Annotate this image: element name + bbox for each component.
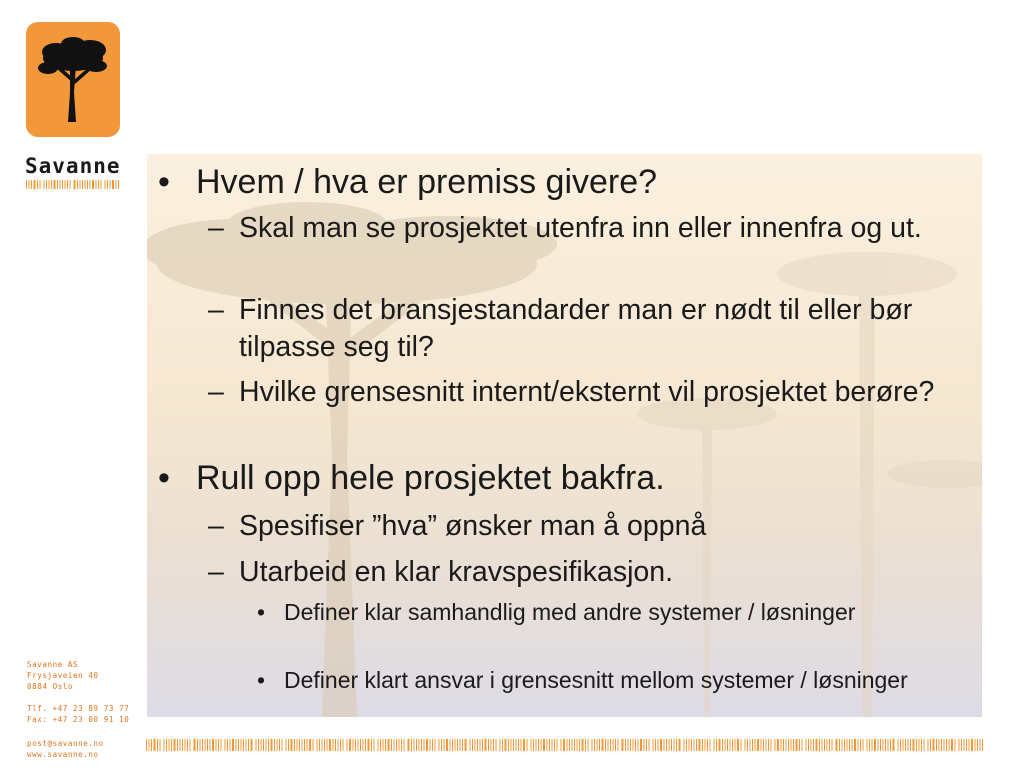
brand-name: Savanne	[25, 154, 121, 178]
bullet-text: Utarbeid en klar kravspesifikasjon.	[239, 556, 674, 588]
website-link[interactable]: www.savanne.no	[27, 750, 99, 759]
bullet-text: Rull opp hele prosjektet bakfra.	[196, 459, 665, 497]
brand-barcode-decoration	[26, 180, 120, 189]
bullet-dash: –	[208, 556, 224, 588]
bullet-text: Spesifiser ”hva” ønsker man å oppnå	[239, 510, 707, 542]
bullet-dash: –	[208, 376, 224, 408]
acacia-tree-icon	[26, 22, 120, 137]
bullet-text: Hvilke grensesnitt internt/eksternt vil prosjektet berøre?	[239, 376, 935, 408]
fax-number: Fax: +47 23 00 91 10	[27, 715, 130, 724]
contact-web-block	[27, 738, 104, 760]
phone-number: Tlf. +47 23 89 73 77	[27, 704, 130, 713]
bullet-dot: •	[158, 459, 170, 497]
bullet-text: Hvem / hva er premiss givere?	[196, 163, 658, 201]
contact-address	[27, 659, 99, 692]
company-name: Savanne AS	[27, 660, 79, 669]
bullet-text: Skal man se prosjektet utenfra inn eller innenfra og ut.	[239, 212, 922, 244]
bullet-dot: •	[158, 163, 170, 201]
bullet-dot: •	[257, 667, 266, 693]
postcode-city: 0884 Oslo	[27, 682, 74, 691]
bullet-dash: –	[208, 212, 224, 244]
bullet-text: Definer klar samhandlig med andre systemer / løsninger	[284, 599, 856, 625]
bullet-text: Finnes det bransjestandarder man er nødt til eller bør tilpasse seg til?	[239, 294, 913, 363]
bullet-dash: –	[208, 510, 224, 542]
bullet-text: Definer klart ansvar i grensesnitt mellom systemer / løsninger	[284, 667, 908, 693]
logo	[26, 22, 120, 137]
street-address: Frysjaveien 40	[27, 671, 99, 680]
email-link[interactable]: post@savanne.no	[27, 739, 104, 748]
contact-phone-block	[27, 703, 129, 725]
bullet-dash: –	[208, 294, 224, 326]
footer-barcode-decoration	[146, 739, 984, 751]
bullet-dot: •	[257, 599, 266, 625]
